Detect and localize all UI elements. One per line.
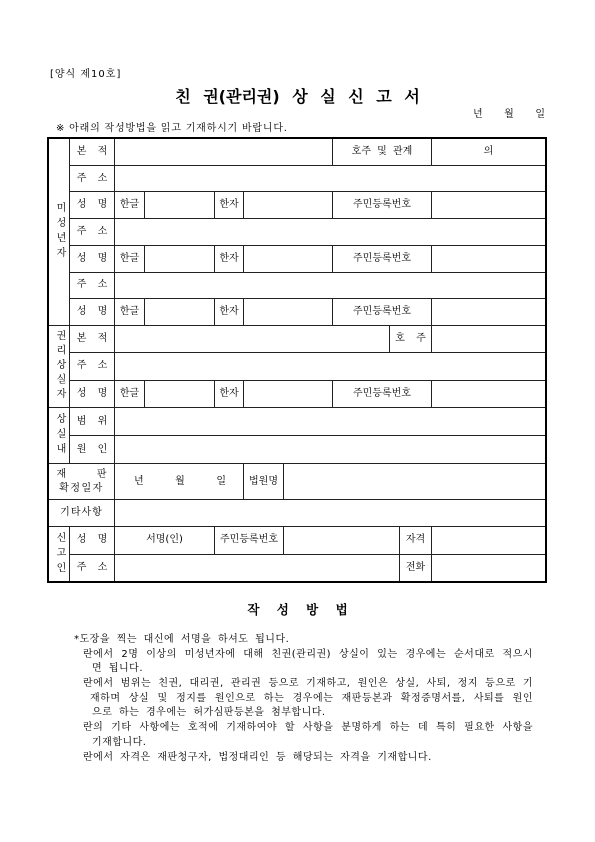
judgment-date-text: 년 월 일 xyxy=(134,475,226,487)
court-name-field xyxy=(284,464,545,499)
rights-lost-head-field xyxy=(432,326,545,352)
minor-2-name-row xyxy=(70,246,545,273)
reporter-rows xyxy=(70,527,545,581)
minor-2-address-label: 주 소 xyxy=(70,219,115,245)
minor-1-address-label: 주 소 xyxy=(70,166,115,192)
notice-text: ※ 아래의 작성방법을 읽고 기재하시기 바랍니다. xyxy=(56,123,288,134)
report-table xyxy=(47,137,547,583)
minor-section-label-text: 미성년자 xyxy=(54,202,65,262)
minor-3-resident-no-label: 주민등록번호 xyxy=(333,299,432,325)
rights-lost-section-label xyxy=(49,326,70,407)
minor-head-relation-label: 호주 및 관계 xyxy=(333,139,432,165)
minor-1-address-row xyxy=(70,166,545,193)
rights-lost-domicile-label: 본 적 xyxy=(70,326,115,352)
minor-2-address-row xyxy=(70,219,545,246)
other-field xyxy=(115,500,545,526)
reporter-resident-no-label: 주민등록번호 xyxy=(215,527,284,554)
judgment-label-line1: 재 판 xyxy=(56,468,107,480)
minor-1-resident-no-field xyxy=(432,192,545,218)
judgment-date-field xyxy=(115,464,244,499)
instruction-line: 란에서 자격은 재판청구자, 법정대리인 등 해당되는 자격을 기재합니다. xyxy=(83,752,432,763)
judgment-row xyxy=(49,464,545,500)
reporter-qualification-field xyxy=(432,527,545,554)
reporter-section-label-text: 신고인 xyxy=(54,531,65,577)
minor-2-hangul-field xyxy=(145,246,215,272)
instruction-line: 란의 기타 사항에는 호적에 기재하여야 할 사항을 분명하게 하는 데 특히 필요한 사항을 xyxy=(83,722,533,733)
reporter-phone-label: 전화 xyxy=(400,555,432,582)
rights-lost-address-field xyxy=(115,353,545,379)
reporter-signature-field: 서명(인) xyxy=(115,527,215,554)
minor-1-hangul-field xyxy=(145,192,215,218)
minor-section-label xyxy=(49,139,70,325)
rights-lost-address-label: 주 소 xyxy=(70,353,115,379)
rights-lost-resident-no-label: 주민등록번호 xyxy=(333,381,432,407)
reporter-phone-field xyxy=(432,555,545,582)
reporter-qualification-label: 자격 xyxy=(400,527,432,554)
judgment-date-label xyxy=(49,464,115,499)
loss-detail-section xyxy=(49,408,545,464)
rights-lost-resident-no-field xyxy=(432,381,545,407)
rights-lost-rows xyxy=(70,326,545,407)
minor-2-resident-no-label: 주민등록번호 xyxy=(333,246,432,272)
instruction-line: 란에서 범위는 친권, 대리권, 관리권 등으로 기재하고, 원인은 상실, 사퇴, 정지 등으로 기 xyxy=(83,678,533,689)
minor-2-hangul-label: 한글 xyxy=(115,246,145,272)
minor-3-address-label: 주 소 xyxy=(70,273,115,299)
minor-1-name-row xyxy=(70,192,545,219)
minor-3-hanja-label: 한자 xyxy=(215,299,244,325)
instruction-line: 기재합니다. xyxy=(92,737,147,748)
other-label: 기타사항 xyxy=(49,500,115,526)
rights-lost-hanja-label: 한자 xyxy=(215,381,244,407)
minor-domicile-field xyxy=(115,139,333,165)
reporter-name-row xyxy=(70,527,545,555)
minor-1-address-field xyxy=(115,166,545,192)
minor-section xyxy=(49,139,545,326)
rights-lost-domicile-row xyxy=(70,326,545,353)
form-title: 친 권(관리권) 상 실 신 고 서 xyxy=(175,87,420,106)
instruction-line: 면 됩니다. xyxy=(92,663,143,674)
minor-3-hangul-label: 한글 xyxy=(115,299,145,325)
rights-lost-section-label-text: 권리상실자 xyxy=(54,330,65,403)
minor-2-hanja-field xyxy=(244,246,333,272)
other-row xyxy=(49,500,545,527)
instruction-line: 란에서 2명 이상의 미성년자에 대해 친권(관리권) 상실이 있는 경우에는 순서대로 적으시 xyxy=(83,649,533,660)
minor-3-address-field xyxy=(115,273,545,299)
minor-head-relation-field: 의 xyxy=(483,145,494,157)
minor-1-hanja-field xyxy=(244,192,333,218)
minor-1-hangul-label: 한글 xyxy=(115,192,145,218)
minor-2-resident-no-field xyxy=(432,246,545,272)
minor-domicile-label: 본 적 xyxy=(70,139,115,165)
loss-scope-row xyxy=(70,408,545,436)
minor-3-name-label: 성 명 xyxy=(70,299,115,325)
minor-domicile-row xyxy=(70,139,545,166)
reporter-section-label xyxy=(49,527,70,581)
instruction-line: 으로 하는 경우에는 허가심판등본을 첨부합니다. xyxy=(92,707,326,718)
instruction-line: 재하며 상실 및 정지를 원인으로 하는 경우에는 재판등본과 확정증명서를, 사퇴를 원인 xyxy=(90,693,533,704)
minor-3-resident-no-field xyxy=(432,299,545,325)
judgment-label-line2: 확정일자 xyxy=(59,482,104,494)
minor-2-address-field xyxy=(115,219,545,245)
court-name-label: 법원명 xyxy=(244,464,284,499)
loss-cause-field xyxy=(115,436,545,463)
loss-detail-section-label xyxy=(49,408,70,463)
form-number: [양식 제10호] xyxy=(50,69,122,80)
reporter-resident-no-field xyxy=(284,527,400,554)
rights-lost-hangul-label: 한글 xyxy=(115,381,145,407)
rights-lost-domicile-field xyxy=(115,326,390,352)
instruction-line: *도장을 찍는 대신에 서명을 하셔도 됩니다. xyxy=(74,634,290,645)
rights-lost-name-row xyxy=(70,381,545,407)
rights-lost-section xyxy=(49,326,545,408)
loss-cause-row xyxy=(70,436,545,463)
report-date: 년 월 일 xyxy=(473,109,545,120)
rights-lost-head-label: 호 주 xyxy=(390,326,432,352)
minor-1-name-label: 성 명 xyxy=(70,192,115,218)
rights-lost-hanja-field xyxy=(244,381,333,407)
loss-detail-rows xyxy=(70,408,545,463)
loss-scope-label: 범 위 xyxy=(70,408,115,435)
minor-2-name-label: 성 명 xyxy=(70,246,115,272)
minor-rows xyxy=(70,139,545,325)
rights-lost-hangul-field xyxy=(145,381,215,407)
loss-detail-section-label-text: 상실내 xyxy=(54,413,65,458)
loss-cause-label: 원 인 xyxy=(70,436,115,463)
minor-3-hangul-field xyxy=(145,299,215,325)
reporter-address-field xyxy=(115,555,400,582)
rights-lost-address-row xyxy=(70,353,545,380)
rights-lost-name-label: 성 명 xyxy=(70,381,115,407)
minor-1-hanja-label: 한자 xyxy=(215,192,244,218)
reporter-section xyxy=(49,527,545,581)
minor-3-address-row xyxy=(70,273,545,300)
reporter-address-label: 주 소 xyxy=(70,555,115,582)
minor-2-hanja-label: 한자 xyxy=(215,246,244,272)
minor-3-name-row xyxy=(70,299,545,325)
minor-3-hanja-field xyxy=(244,299,333,325)
minor-1-resident-no-label: 주민등록번호 xyxy=(333,192,432,218)
reporter-address-row xyxy=(70,555,545,582)
reporter-name-label: 성 명 xyxy=(70,527,115,554)
instructions-heading: 작 성 방 법 xyxy=(247,602,348,617)
loss-scope-field xyxy=(115,408,545,435)
